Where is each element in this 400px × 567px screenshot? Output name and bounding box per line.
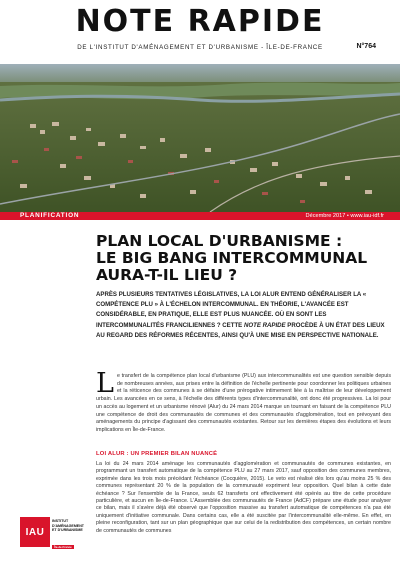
masthead <box>0 0 400 64</box>
iau-logo: IAU <box>20 517 50 547</box>
headline-line-1: PLAN LOCAL D'URBANISME : <box>96 232 343 250</box>
region-logo: Île-de-France <box>52 545 74 549</box>
logo-line-3: ET D'URBANISME <box>52 528 83 533</box>
headline-line-3: AURA-T-IL LIEU ? <box>96 266 238 284</box>
publication-subtitle: DE L'INSTITUT D'AMÉNAGEMENT ET D'URBANISME - ÎLE-DE-FRANCE <box>77 44 323 51</box>
standfirst-emphasis: NOTE RAPIDE <box>243 321 286 329</box>
drop-cap: L <box>96 368 114 399</box>
logo-line-1: INSTITUT <box>52 519 69 523</box>
logo-caption <box>52 519 88 533</box>
article-body: La loi du 24 mars 2014 aménage les communautés d'agglomération et communautés de communes existantes, en programmant un transfert automatique de la compétence PLU au 27 mars 2017, sauf opposition des communes membres, exprimée dans les trois mois précédant l'échéance (Cocquière, 2015). Le veto est réalisé dès lors qu'au moins 25 % des communes représentant 20 % de la population de la communauté expriment leur opposition. Quel bilan à cette date échéance ? Sur l'ensemble de la France, seuls 62 transferts ont effectivement été opérés au titre de cette procédure particulière, et aucun en Île-de-France. L'Assemblée des communautés de France (AdCF) prépare une étude pour analyser ce bilan, mais il s'avère déjà été observé que l'opposition massive au transfert automatique de compétences n'a pas été uniquement d'initiative communale. Dans certains cas, elle a été suscitée par l'intercommunalité elle-même. En effet, en pleine reconfiguration, tant sur un plan géographique que sur celui de la redistribution des compétences, un certain nombre de communautés de communes <box>96 461 391 534</box>
section-label: PLANIFICATION <box>20 212 80 219</box>
publication-title: NOTE RAPIDE <box>75 4 325 39</box>
article-lead <box>96 368 391 435</box>
lead-text: e transfert de la compétence plan local d'urbanisme (PLU) aux intercommunalités est une question sensible depuis de nombreuses années, aux prises entre la définition de l'échelle pertinente pour coordonner les politiques urbaines et la réticence des communes à se défaire d'une prérogative intimement liée à la maîtrise de leur développement urbain. Les avancées en ce sens, à l'échelle des différents types d'intercommunalité, ont donc été progressives. La loi pour un accès au logement et un urbanisme rénové (Alur) du 24 mars 2014 marque un tournant en faisant de la compétence PLU une compétence de droit des communautés de communes et des communautés d'agglomération, tout en prévoyant des aménagements du principe d'agissant des communautés existantes. Retour sur les dernières étapes des évolutions et leurs implications en Île-de-France. <box>96 373 391 433</box>
standfirst-part-2: PROCÈDE À UN ÉTAT DES LIEUX AU REGARD DES RÉFORMES RÉCENTES, AINSI QU'À UNE MISE EN PERSPECTIVE NATIONALE. <box>96 321 385 339</box>
aerial-photo-illustration <box>0 64 400 212</box>
headline-line-2: LE BIG BANG INTERCOMMUNAL <box>96 249 368 267</box>
issue-date: Décembre 2017 • www.iau-idf.fr <box>305 213 384 219</box>
article-headline <box>96 233 386 284</box>
section-subheading: LOI ALUR : UN PREMIER BILAN NUANCÉ <box>96 451 218 457</box>
issue-number: N°764 <box>356 43 376 50</box>
standfirst-part-1: APRÈS PLUSIEURS TENTATIVES LÉGISLATIVES, LA LOI ALUR ENTEND GÉNÉRALISER LA « COMPÉTENCE PLU » À L'ÉCHELON INTERCOMMUNAL. EN THÉORIE, L'AVANCÉE EST CONSIDÉRABLE, EN PRATIQUE, ELLE EST PLUS NUANCÉE. OÙ EN SONT LES INTERCOMMUNALITÉS FRANCILIENNES ? CETTE <box>96 291 367 329</box>
logo-line-2: D'AMÉNAGEMENT <box>52 523 84 528</box>
article-standfirst <box>96 290 391 341</box>
section-banner <box>0 212 400 220</box>
aerial-photo <box>0 64 400 212</box>
